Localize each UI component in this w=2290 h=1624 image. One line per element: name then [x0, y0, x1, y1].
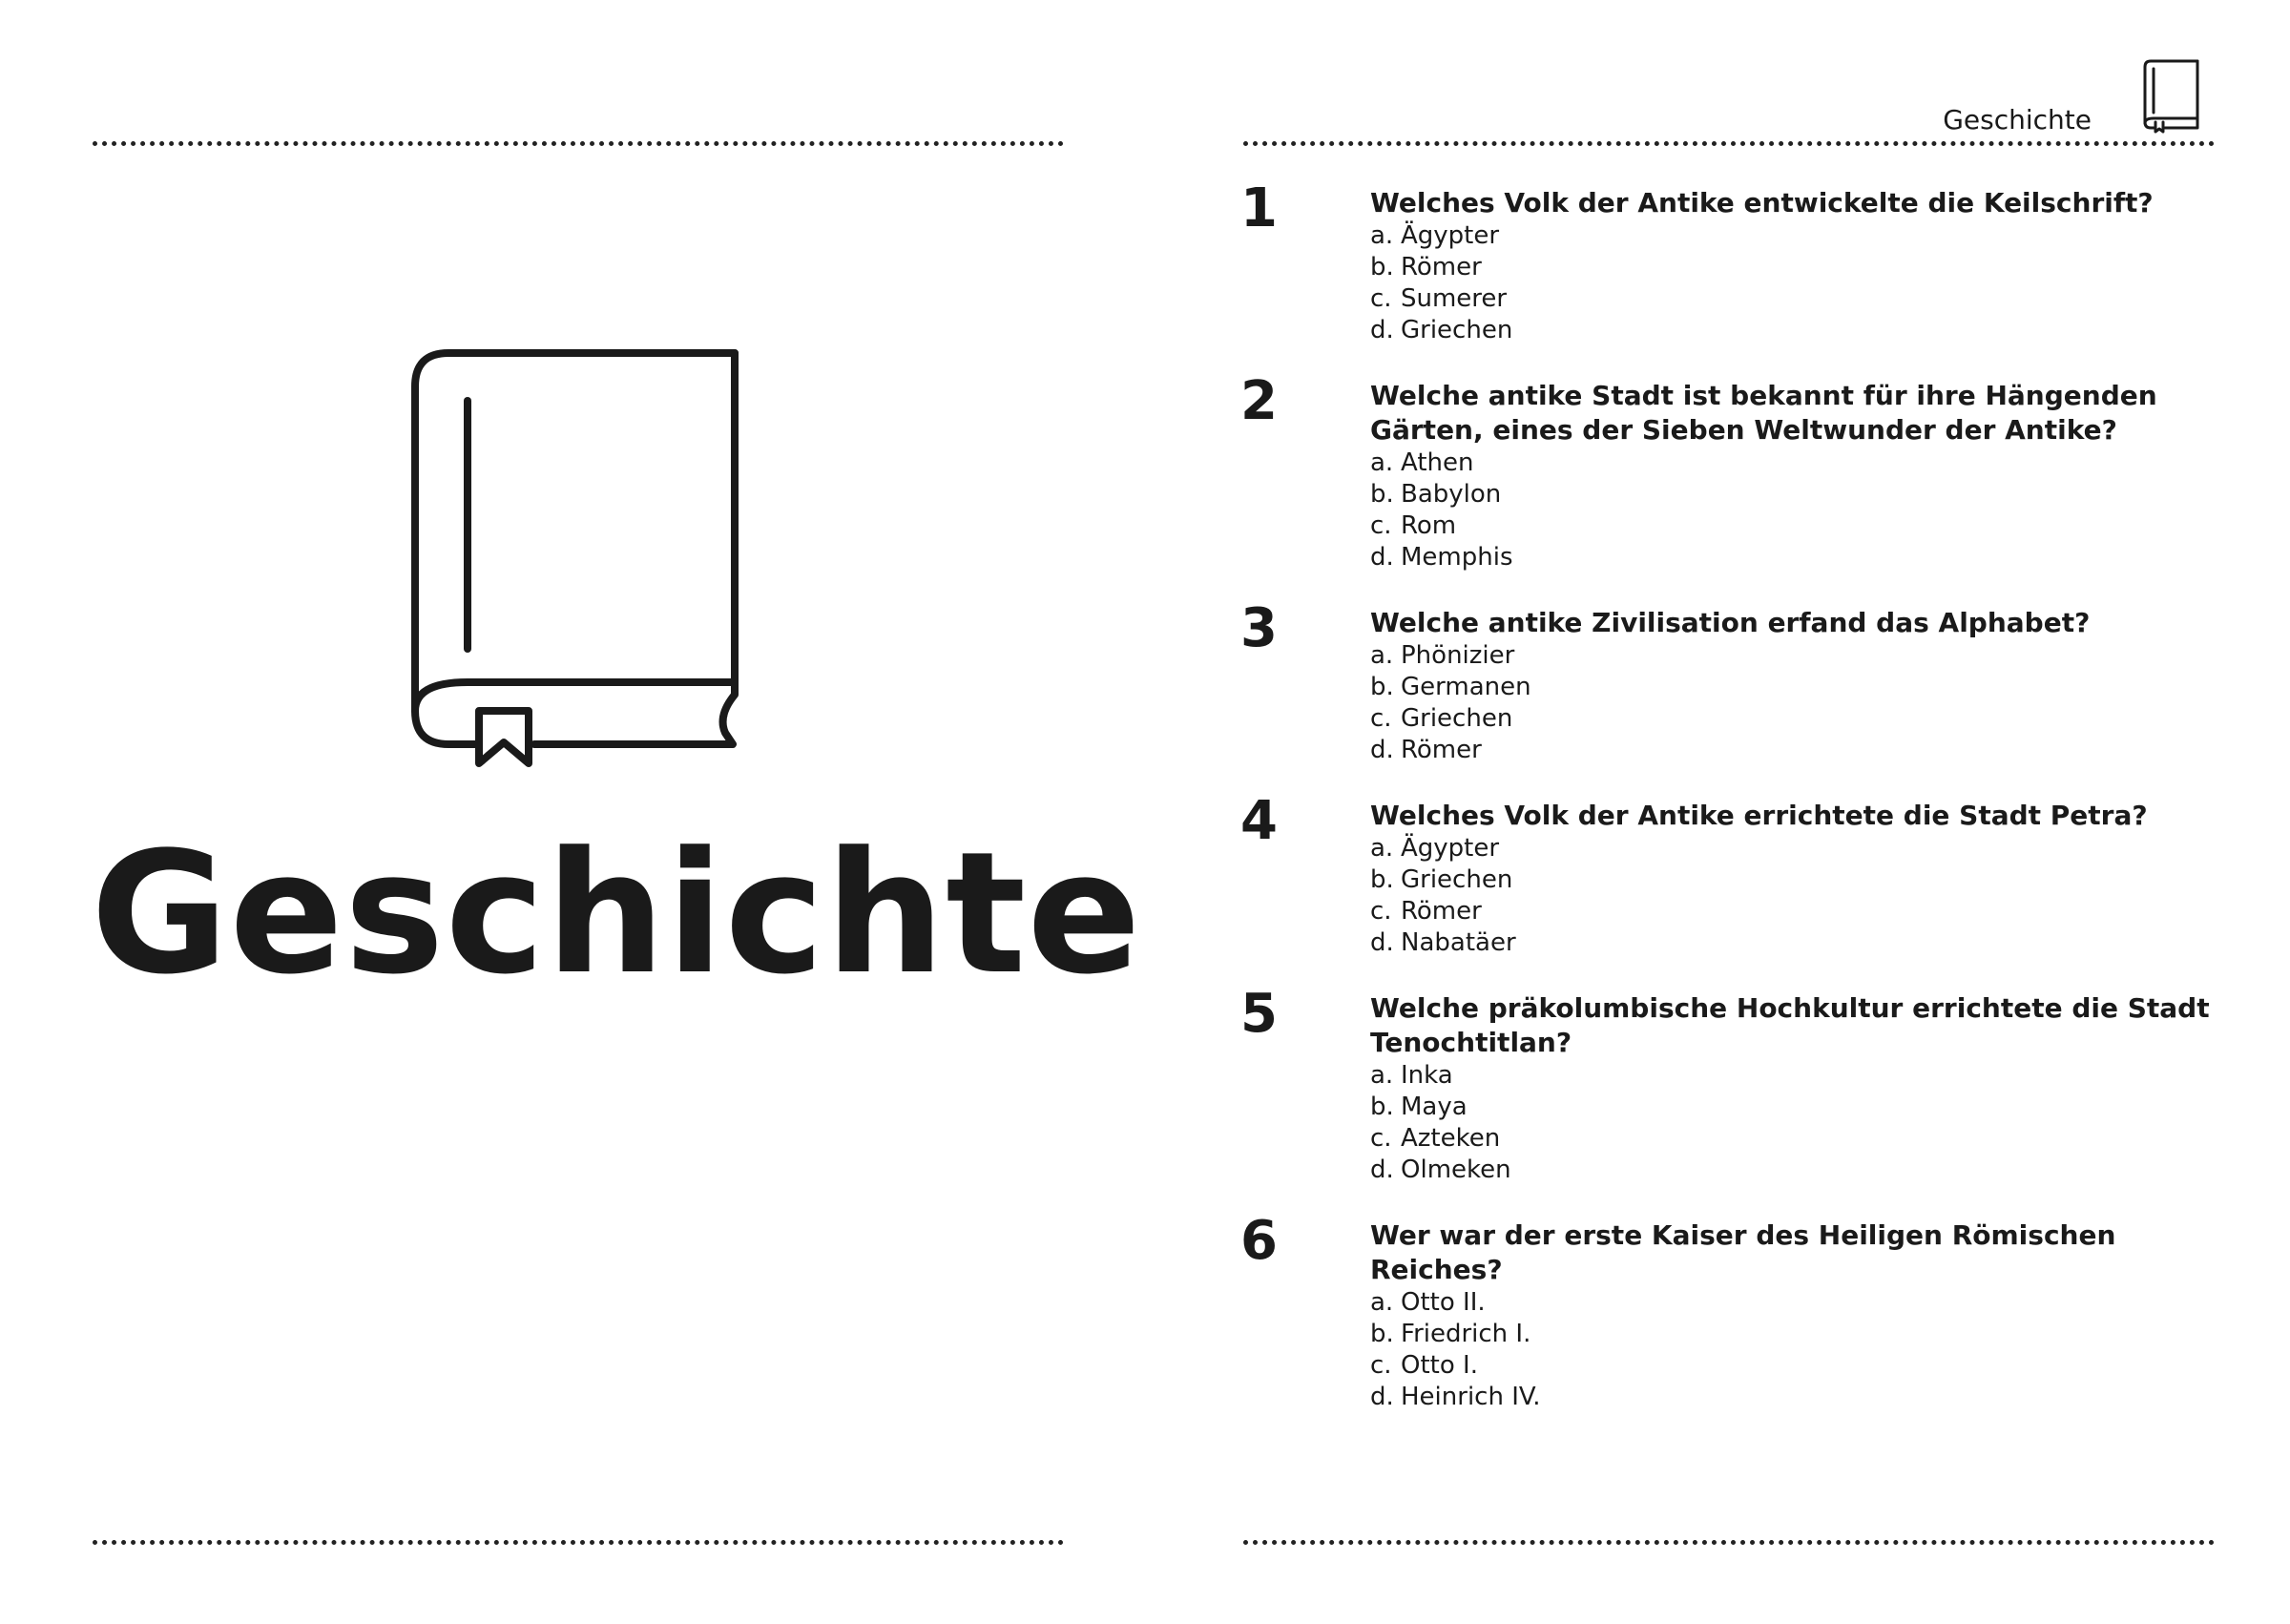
- option-letter: c.: [1370, 897, 1392, 926]
- question-number: 5: [1240, 983, 1278, 1045]
- option-text: Ägypter: [1401, 221, 1500, 250]
- question-text: Welche antike Zivilisation erfand das Alphabet?: [1370, 607, 2091, 638]
- question: [1240, 790, 2214, 959]
- chapter-title: Geschichte: [91, 816, 1142, 1011]
- answer-option: [1370, 703, 2214, 735]
- option-text: Otto I.: [1401, 1351, 1478, 1380]
- answer-option: [1370, 864, 2214, 896]
- answer-option: [1370, 510, 2214, 542]
- option-letter: b.: [1370, 253, 1394, 281]
- question-number: 3: [1240, 597, 1278, 659]
- question-number: 2: [1240, 370, 1278, 432]
- answer-option: [1370, 448, 2214, 479]
- right-top-divider: [1243, 141, 2215, 146]
- answer-option: [1370, 1350, 2214, 1382]
- question-text: Welches Volk der Antike entwickelte die Keilschrift?: [1370, 187, 2154, 219]
- option-letter: b.: [1370, 1093, 1394, 1121]
- answer-option: [1370, 640, 2214, 672]
- option-text: Inka: [1401, 1061, 1453, 1090]
- option-letter: a.: [1370, 1061, 1394, 1090]
- option-letter: d.: [1370, 543, 1394, 572]
- option-text: Römer: [1401, 897, 1482, 926]
- question: [1240, 983, 2214, 1186]
- option-letter: b.: [1370, 865, 1394, 894]
- answer-option: [1370, 283, 2214, 315]
- answer-option: [1370, 833, 2214, 864]
- option-text: Athen: [1401, 448, 1474, 477]
- option-text: Römer: [1401, 736, 1482, 764]
- option-letter: c.: [1370, 1124, 1392, 1153]
- question-text: Wer war der erste Kaiser des Heiligen Römischen Reiches?: [1370, 1219, 2116, 1285]
- option-letter: a.: [1370, 834, 1394, 863]
- option-letter: a.: [1370, 641, 1394, 670]
- question-text: Welche antike Stadt ist bekannt für ihre Hängenden Gärten, eines der Sieben Weltwunder der Antike?: [1370, 380, 2157, 446]
- option-text: Nabatäer: [1401, 928, 1516, 957]
- option-letter: d.: [1370, 316, 1394, 344]
- answer-option: [1370, 542, 2214, 573]
- question: [1240, 177, 2214, 346]
- question: [1240, 370, 2214, 573]
- option-letter: d.: [1370, 736, 1394, 764]
- option-letter: d.: [1370, 1383, 1394, 1411]
- option-letter: c.: [1370, 511, 1392, 540]
- answer-option: [1370, 1382, 2214, 1413]
- option-letter: d.: [1370, 1156, 1394, 1184]
- answer-option: [1370, 1287, 2214, 1319]
- option-letter: b.: [1370, 1320, 1394, 1348]
- option-letter: a.: [1370, 1288, 1394, 1317]
- option-letter: c.: [1370, 704, 1392, 733]
- answer-option: [1370, 1092, 2214, 1123]
- option-text: Griechen: [1401, 704, 1513, 733]
- question-text: Welche präkolumbische Hochkultur errichtete die Stadt Tenochtitlan?: [1370, 992, 2210, 1058]
- option-text: Babylon: [1401, 480, 1502, 509]
- answer-option: [1370, 1123, 2214, 1155]
- option-letter: b.: [1370, 673, 1394, 701]
- answer-option: [1370, 479, 2214, 510]
- question: [1240, 1210, 2214, 1413]
- option-text: Griechen: [1401, 316, 1513, 344]
- answer-option: [1370, 1060, 2214, 1092]
- question: [1240, 597, 2214, 766]
- option-text: Sumerer: [1401, 284, 1508, 313]
- answer-option: [1370, 252, 2214, 283]
- question-text: Welches Volk der Antike errichtete die Stadt Petra?: [1370, 800, 2148, 831]
- option-text: Rom: [1401, 511, 1457, 540]
- option-letter: d.: [1370, 928, 1394, 957]
- left-bottom-divider: [93, 1540, 1064, 1545]
- option-text: Römer: [1401, 253, 1482, 281]
- option-letter: a.: [1370, 448, 1394, 477]
- question-number: 4: [1240, 790, 1278, 852]
- question-number: 1: [1240, 177, 1278, 239]
- answer-option: [1370, 315, 2214, 346]
- book-icon: [2142, 57, 2201, 134]
- option-text: Phönizier: [1401, 641, 1515, 670]
- running-header: Geschichte: [1943, 104, 2092, 135]
- option-letter: a.: [1370, 221, 1394, 250]
- answer-option: [1370, 1319, 2214, 1350]
- answer-option: [1370, 672, 2214, 703]
- option-text: Ägypter: [1401, 834, 1500, 863]
- option-letter: b.: [1370, 480, 1394, 509]
- option-text: Olmeken: [1401, 1156, 1511, 1184]
- book-icon: [410, 344, 744, 773]
- option-text: Azteken: [1401, 1124, 1501, 1153]
- answer-option: [1370, 735, 2214, 766]
- option-letter: c.: [1370, 284, 1392, 313]
- answer-option: [1370, 896, 2214, 927]
- question-list: [1240, 177, 2214, 1446]
- answer-option: [1370, 927, 2214, 959]
- option-text: Friedrich I.: [1401, 1320, 1531, 1348]
- option-text: Germanen: [1401, 673, 1531, 701]
- option-text: Heinrich IV.: [1401, 1383, 1541, 1411]
- option-text: Otto II.: [1401, 1288, 1486, 1317]
- left-top-divider: [93, 141, 1064, 146]
- option-text: Griechen: [1401, 865, 1513, 894]
- option-text: Maya: [1401, 1093, 1468, 1121]
- answer-option: [1370, 220, 2214, 252]
- question-number: 6: [1240, 1210, 1278, 1272]
- answer-option: [1370, 1155, 2214, 1186]
- option-text: Memphis: [1401, 543, 1513, 572]
- right-bottom-divider: [1243, 1540, 2215, 1545]
- option-letter: c.: [1370, 1351, 1392, 1380]
